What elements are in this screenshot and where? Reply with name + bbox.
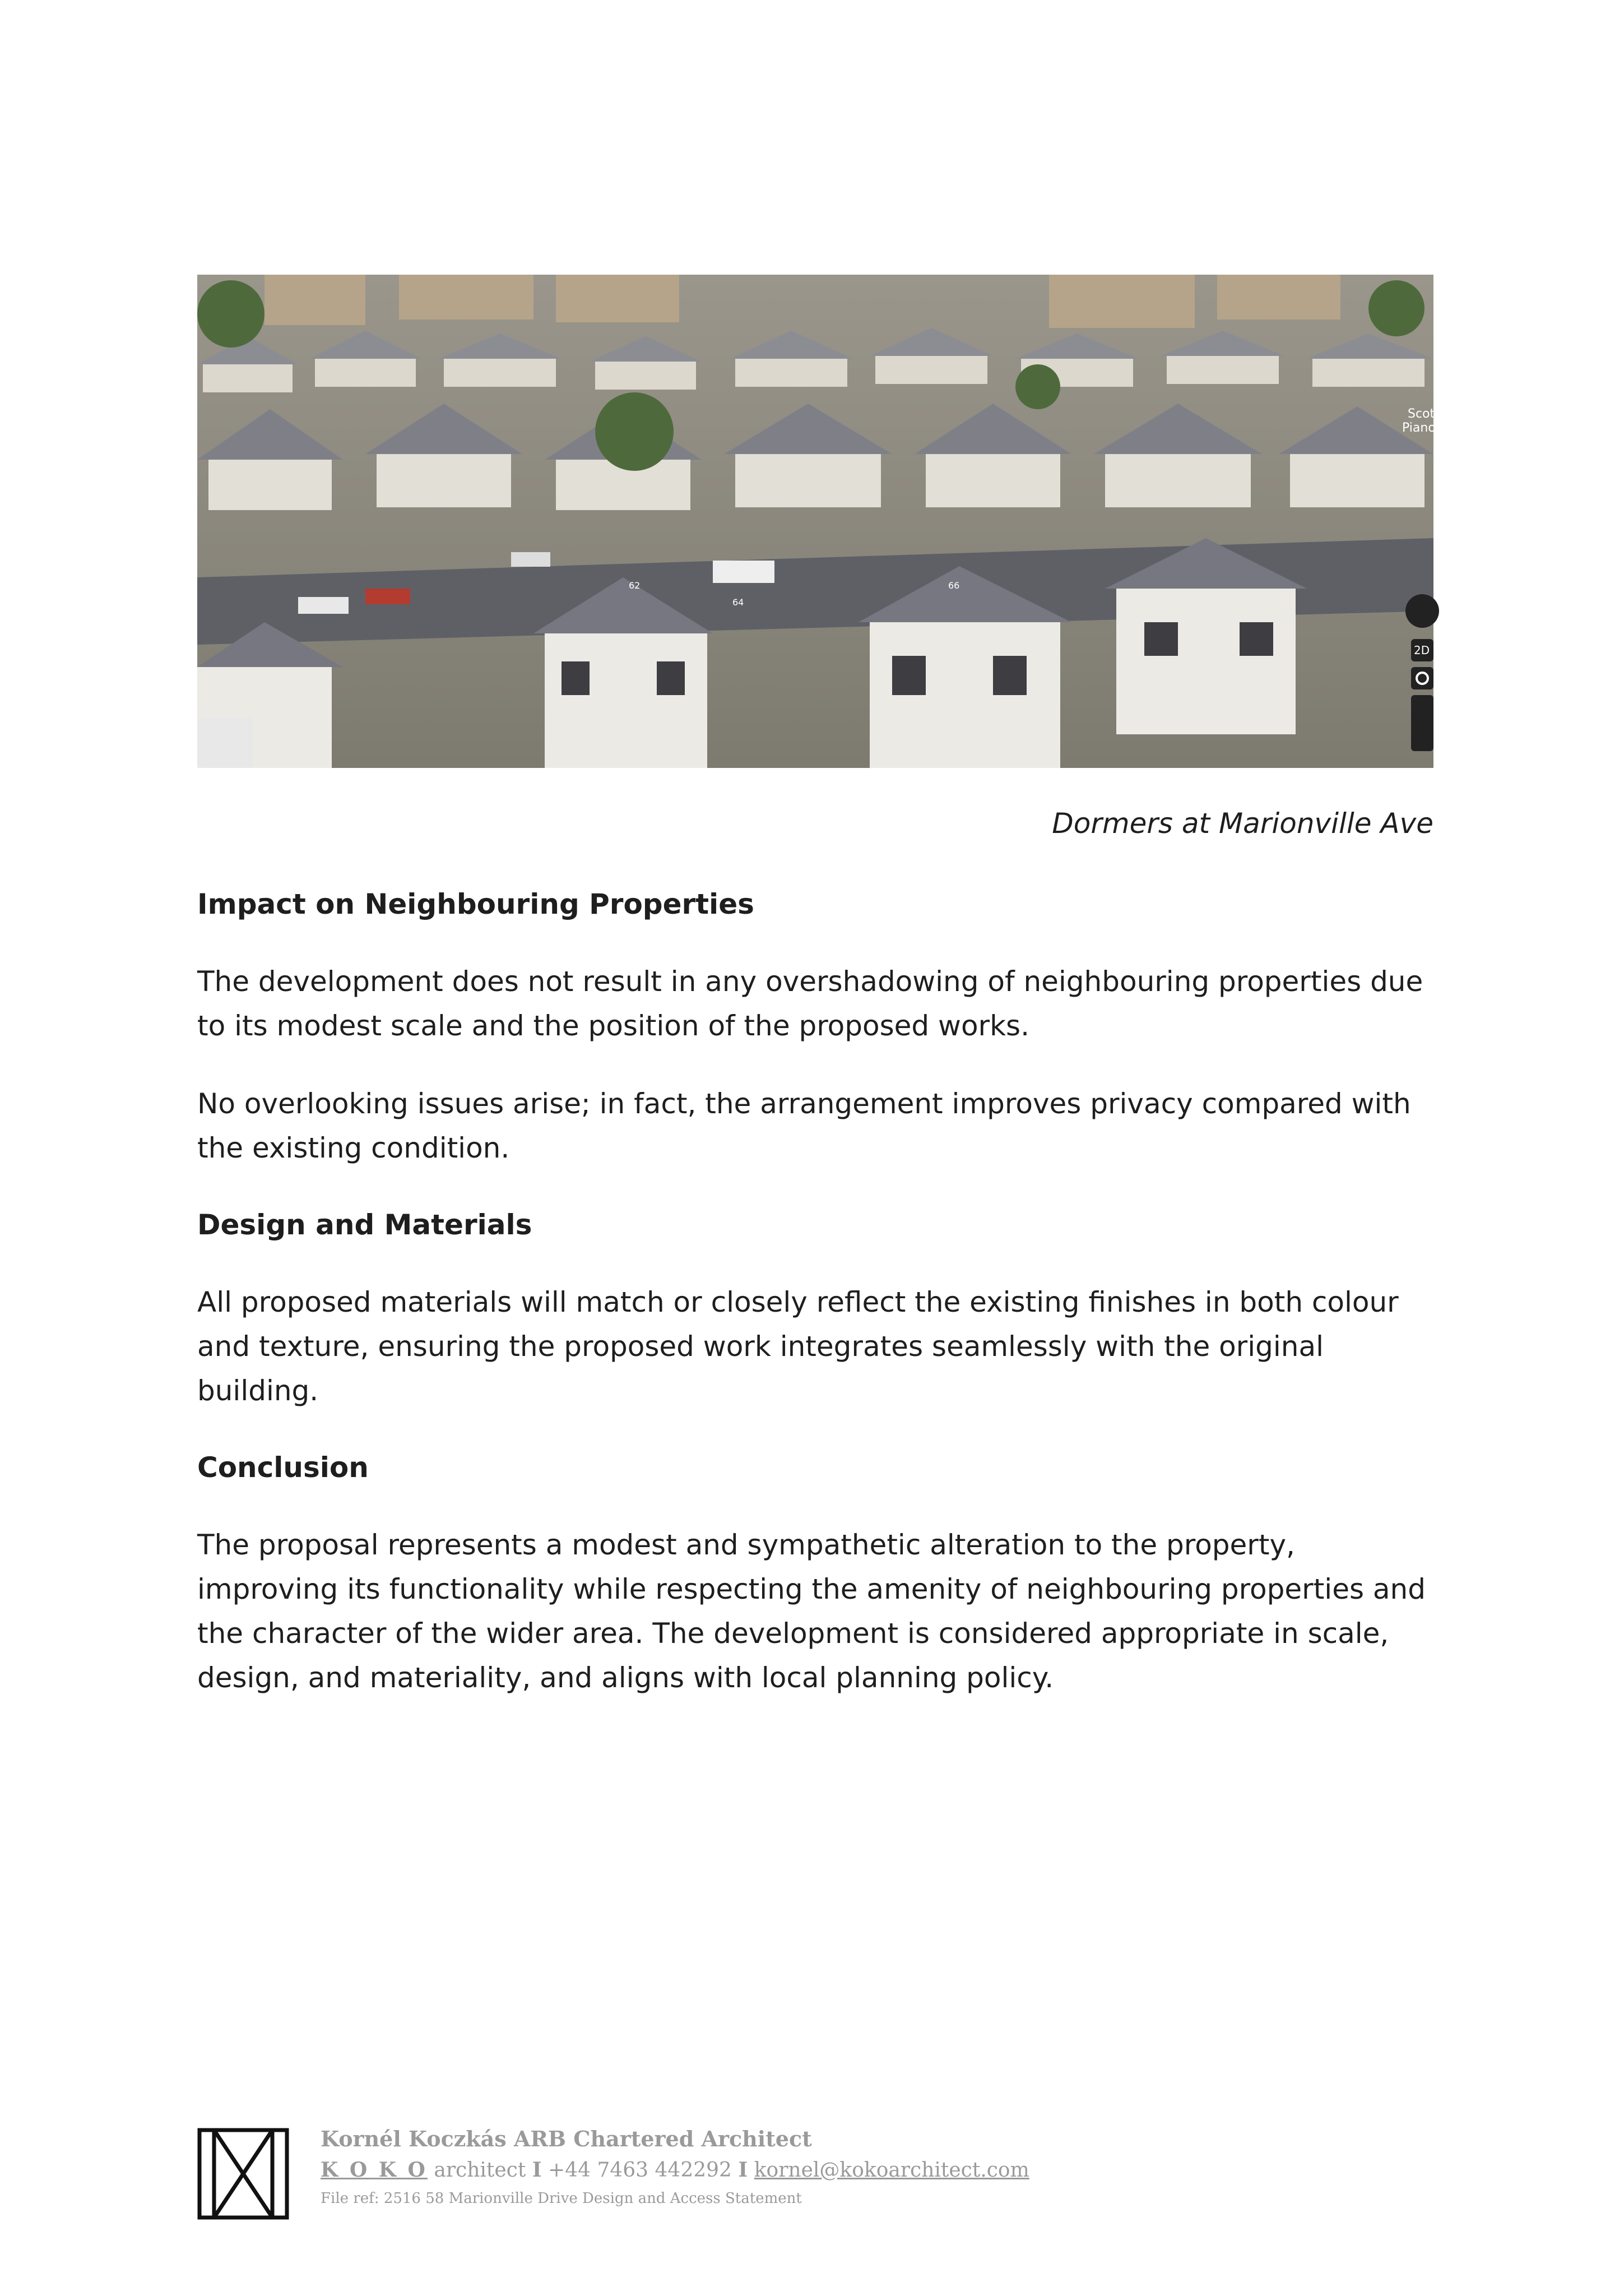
- paragraph-overshadowing: The development does not result in any overshadowing of neighbouring properties due to its modest scale and the position of the proposed works.: [197, 965, 1423, 1042]
- footer-contact: [321, 2123, 1029, 2211]
- separator: I: [532, 2158, 542, 2182]
- brand-link[interactable]: K O K O: [321, 2158, 428, 2182]
- architect-name: Kornél Koczkás ARB Chartered Architect: [321, 2126, 812, 2151]
- paragraph-materials: All proposed materials will match or closely reflect the existing finishes in both colour and texture, ensuring the proposed work integrates seamlessly with the original building.: [197, 1286, 1399, 1407]
- house-number-66: 66: [948, 580, 960, 591]
- map-place-label-2: Piano Tea: [1402, 421, 1460, 435]
- page-footer: [197, 2123, 1206, 2224]
- map-2d-toggle[interactable]: 2D: [1414, 644, 1430, 657]
- paragraph-overlooking: No overlooking issues arise; in fact, the arrangement improves privacy compared with the existing condition.: [197, 1087, 1411, 1164]
- section-heading-conclusion: Conclusion: [197, 1451, 369, 1484]
- separator: I: [738, 2158, 748, 2182]
- koko-logo-icon: [197, 2128, 289, 2220]
- house-number-64: 64: [732, 597, 744, 608]
- phone-number: +44 7463 442292: [548, 2159, 732, 2182]
- figure-caption: Dormers at Marionville Ave: [1052, 807, 1433, 840]
- contact-line: [321, 2155, 1029, 2186]
- aerial-street-photo: [197, 275, 1460, 768]
- file-reference: File ref: 2516 58 Marionville Drive Design and Access Statement: [321, 2190, 802, 2207]
- section-heading-design: Design and Materials: [197, 1209, 532, 1241]
- house-number-62: 62: [629, 580, 641, 591]
- map-place-label: Scott Ba: [1408, 407, 1460, 421]
- paragraph-conclusion: The proposal represents a modest and sympathetic alteration to the property, improving its functionality while respecting the amenity of neighbouring properties and the character of the wider area. The development is considered appropriate in scale, design, and materiality, and aligns with local planning policy.: [197, 1529, 1426, 1694]
- document-body: [197, 883, 1433, 1734]
- brand-suffix: architect: [434, 2159, 526, 2182]
- email-link[interactable]: kornel@kokoarchitect.com: [754, 2159, 1029, 2182]
- aerial-photo-illustration: [197, 275, 1460, 768]
- section-heading-impact: Impact on Neighbouring Properties: [197, 888, 754, 920]
